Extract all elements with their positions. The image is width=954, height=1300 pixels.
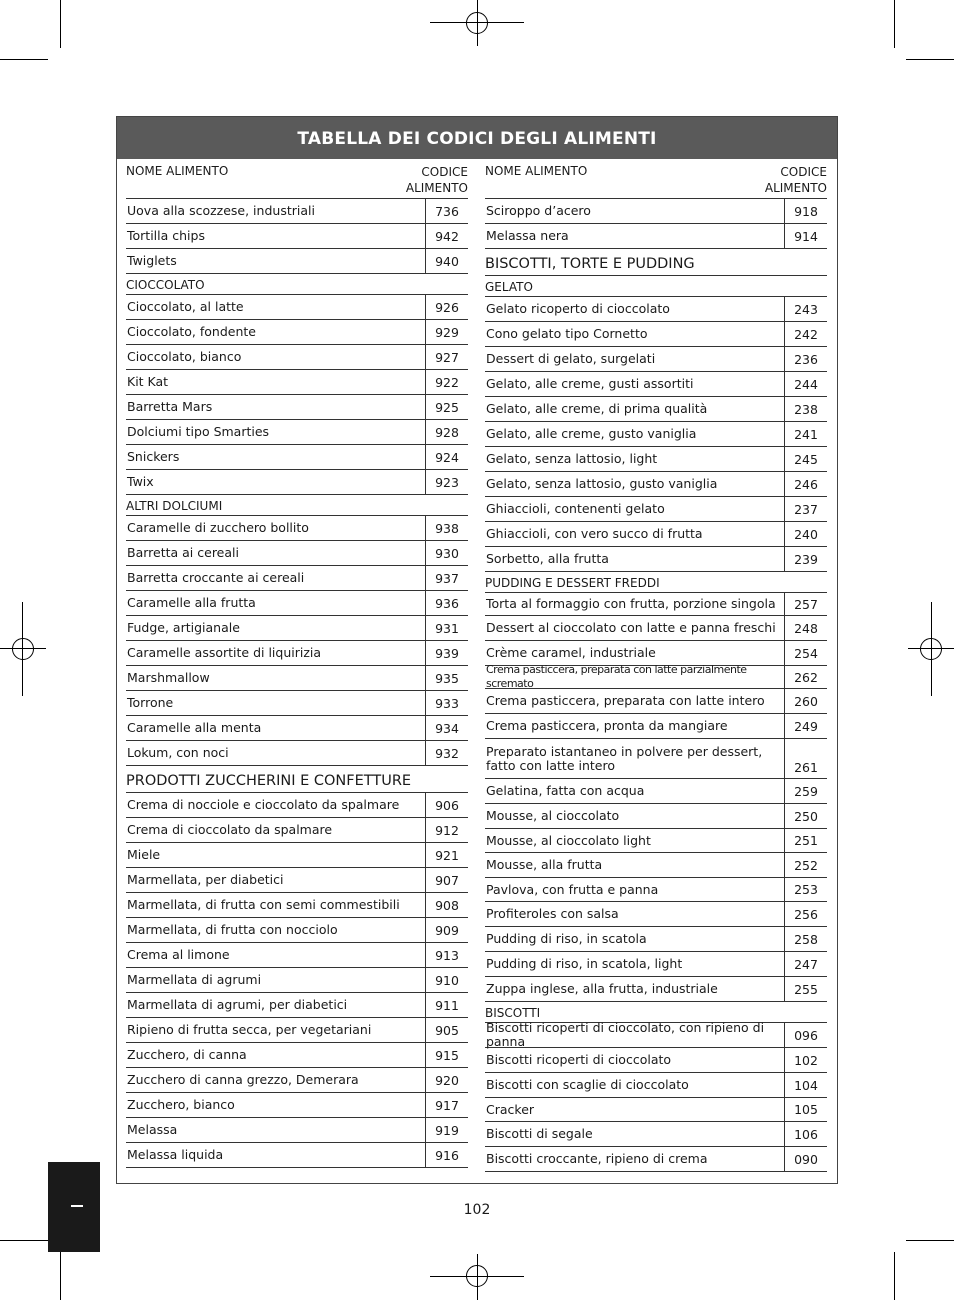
table-row: [485, 779, 827, 804]
table-row: [485, 1098, 827, 1122]
table-row: [485, 199, 827, 224]
food-name: Caramelle alla menta: [127, 720, 262, 735]
food-code: 258: [784, 927, 827, 951]
table-row: [126, 716, 468, 741]
food-name: Crema pasticcera, preparata con latte parzialmente scremato: [486, 663, 747, 690]
category-heading: GELATO: [485, 276, 827, 297]
food-code: 255: [784, 977, 827, 1001]
food-name: Mousse, alla frutta: [486, 857, 603, 872]
table-row: [126, 295, 468, 320]
table-row: [485, 952, 827, 977]
category-heading: ALTRI DOLCIUMI: [126, 495, 468, 516]
food-name: Marmellata di agrumi, per diabetici: [127, 997, 348, 1012]
food-name-line2: fatto con latte intero: [486, 758, 615, 773]
table-row: [485, 804, 827, 829]
food-name: Marmellata, per diabetici: [127, 872, 284, 887]
table-row: [485, 739, 827, 779]
table-row: [485, 1020, 827, 1049]
table-row: [126, 741, 468, 766]
table-row: [126, 541, 468, 566]
food-name: Twiglets: [127, 253, 177, 268]
food-name: Melassa liquida: [127, 1147, 224, 1162]
table-row: [485, 497, 827, 522]
table-row: [485, 297, 827, 322]
food-code: 931: [425, 616, 468, 640]
left-column-body: [126, 199, 468, 1168]
table-row: [126, 1018, 468, 1043]
food-name: Torta al formaggio con frutta, porzione singola: [486, 596, 776, 611]
food-name: Melassa: [127, 1122, 178, 1137]
food-name: Pudding di riso, in scatola, light: [486, 956, 683, 971]
food-code: 254: [784, 641, 827, 665]
crop-mark-bottom-left-h: [0, 1240, 48, 1241]
column-header-code-line1: CODICE: [421, 165, 468, 179]
food-code: 259: [784, 779, 827, 803]
food-code: 256: [784, 902, 827, 926]
food-code: 244: [784, 372, 827, 396]
food-code: 257: [784, 593, 827, 615]
table-row: [485, 593, 827, 616]
food-code: 242: [784, 322, 827, 346]
food-code: 104: [784, 1073, 827, 1097]
table-row: [485, 547, 827, 572]
crop-mark-top-left-v: [60, 0, 61, 48]
food-code: 907: [425, 868, 468, 892]
food-name: Kit Kat: [127, 374, 169, 389]
table-row: [126, 566, 468, 591]
table-row: [126, 666, 468, 691]
food-code: 252: [784, 853, 827, 877]
food-code: 913: [425, 943, 468, 967]
table-row: [485, 322, 827, 347]
page-number: 102: [463, 1202, 491, 1218]
food-code: 910: [425, 968, 468, 992]
food-name: Gelato ricoperto di cioccolato: [486, 301, 670, 316]
table-row: [126, 1043, 468, 1068]
category-heading: BISCOTTI: [485, 1002, 827, 1023]
table-row: [485, 472, 827, 497]
food-code: 917: [425, 1093, 468, 1117]
food-name: Marmellata, di frutta con semi commestibili: [127, 897, 400, 912]
food-name: Mousse, al cioccolato light: [486, 832, 651, 848]
food-name: Gelato, senza lattosio, gusto vaniglia: [486, 476, 718, 491]
food-name: Sciroppo d’acero: [486, 203, 591, 218]
food-code: 241: [784, 422, 827, 446]
table-row: [126, 445, 468, 470]
food-code: 927: [425, 345, 468, 369]
food-code: 239: [784, 547, 827, 571]
table-row: [126, 370, 468, 395]
food-code: 933: [425, 691, 468, 715]
table-row: [126, 516, 468, 541]
food-code: 905: [425, 1018, 468, 1042]
food-code: 106: [784, 1122, 827, 1146]
food-code: 934: [425, 716, 468, 740]
section-heading: BISCOTTI, TORTE E PUDDING: [485, 249, 827, 276]
food-code: 906: [425, 793, 468, 817]
table-row: [126, 591, 468, 616]
table-row: [485, 977, 827, 1002]
food-name: Crema pasticcera, pronta da mangiare: [486, 718, 728, 733]
food-name: Caramelle di zucchero bollito: [127, 520, 309, 535]
food-code: 928: [425, 420, 468, 444]
food-name: Cioccolato, al latte: [127, 299, 244, 314]
food-code: 243: [784, 297, 827, 321]
table-title: TABELLA DEI CODICI DEGLI ALIMENTI: [117, 117, 837, 159]
table-row: [126, 345, 468, 370]
food-name: Gelato, alle creme, di prima qualità: [486, 401, 708, 416]
table-row: [126, 320, 468, 345]
column-header-code-line1: CODICE: [780, 165, 827, 179]
food-name: Dessert di gelato, surgelati: [486, 351, 656, 366]
food-code: 736: [425, 199, 468, 223]
food-code: 932: [425, 741, 468, 765]
table-row: [126, 1143, 468, 1168]
food-code: 916: [425, 1143, 468, 1167]
food-code: 245: [784, 447, 827, 471]
table-row: [126, 818, 468, 843]
food-code: 096: [784, 1023, 827, 1047]
food-code: 238: [784, 397, 827, 421]
column-header-name: NOME ALIMENTO: [485, 164, 588, 178]
food-code: 912: [425, 818, 468, 842]
crop-mark-bottom-left-v: [60, 1252, 61, 1300]
food-name: Pudding di riso, in scatola: [486, 931, 647, 946]
crop-mark-top-left-h: [0, 59, 48, 60]
food-name: Ghiaccioli, contenenti gelato: [486, 501, 665, 516]
food-code: 937: [425, 566, 468, 590]
table-row: [126, 249, 468, 274]
table-row: [485, 616, 827, 641]
food-name: Gelato, senza lattosio, light: [486, 451, 658, 466]
food-name: Pavlova, con frutta e panna: [486, 881, 659, 897]
table-row: [126, 1118, 468, 1143]
right-column: [485, 158, 827, 1172]
table-row: [485, 689, 827, 714]
table-row: [126, 968, 468, 993]
food-code: 250: [784, 804, 827, 828]
food-code: 938: [425, 516, 468, 540]
food-code: 918: [784, 199, 827, 223]
food-name: Barretta ai cereali: [127, 545, 239, 560]
table-row: [485, 372, 827, 397]
food-name: Crema al limone: [127, 947, 230, 962]
section-heading: PRODOTTI ZUCCHERINI E CONFETTURE: [126, 766, 468, 793]
table-row: [126, 616, 468, 641]
food-name: Zucchero, bianco: [127, 1097, 235, 1112]
table-row: [485, 1073, 827, 1098]
food-code: 926: [425, 295, 468, 319]
food-code: 251: [784, 829, 827, 852]
food-code: 090: [784, 1147, 827, 1171]
food-name: Ripieno di frutta secca, per vegetariani: [127, 1022, 372, 1037]
food-name: Biscotti ricoperti di cioccolato, con ripieno di panna: [486, 1020, 765, 1049]
food-code: 236: [784, 347, 827, 371]
table-row: [485, 347, 827, 372]
food-code: 936: [425, 591, 468, 615]
food-name: Uova alla scozzese, industriali: [127, 203, 315, 218]
food-name: Lokum, con noci: [127, 745, 229, 760]
food-name: Zucchero di canna grezzo, Demerara: [127, 1072, 359, 1087]
table-row: [126, 868, 468, 893]
food-name: Cioccolato, fondente: [127, 324, 256, 339]
food-code: 247: [784, 952, 827, 976]
table-row: [485, 829, 827, 853]
food-code: 935: [425, 666, 468, 690]
table-row: [126, 470, 468, 495]
food-name: Caramelle alla frutta: [127, 595, 256, 610]
food-name-line1: Preparato istantaneo in polvere per dessert,: [486, 744, 763, 759]
crop-mark-top-right-h: [906, 59, 954, 60]
food-name: [485, 739, 784, 778]
table-row: [485, 927, 827, 952]
food-name: Dessert al cioccolato con latte e panna freschi: [486, 620, 776, 635]
food-name: Gelato, alle creme, gusto vaniglia: [486, 426, 697, 441]
food-name: Barretta Mars: [127, 399, 213, 414]
food-name: Crème caramel, industriale: [486, 645, 656, 660]
table-row: [126, 793, 468, 818]
left-column-header: [126, 158, 468, 199]
food-code: 915: [425, 1043, 468, 1067]
food-name: Mousse, al cioccolato: [486, 808, 620, 823]
food-name: Zuppa inglese, alla frutta, industriale: [486, 981, 718, 996]
table-row: [126, 395, 468, 420]
food-name: Dolciumi tipo Smarties: [127, 424, 270, 439]
food-code: 253: [784, 878, 827, 901]
food-name: Crema di cioccolato da spalmare: [127, 822, 333, 837]
food-name: Ghiaccioli, con vero succo di frutta: [486, 526, 703, 541]
food-name: Biscotti con scaglie di cioccolato: [486, 1077, 689, 1092]
food-name: Caramelle assortite di liquirizia: [127, 645, 322, 660]
food-name: Zucchero, di canna: [127, 1047, 247, 1062]
food-code: 922: [425, 370, 468, 394]
food-name: Cono gelato tipo Cornetto: [486, 326, 648, 341]
food-name: Twix: [127, 474, 154, 489]
table-row: [485, 522, 827, 547]
crop-mark-top-right-v: [894, 0, 895, 48]
food-code: 920: [425, 1068, 468, 1092]
food-name: Sorbetto, alla frutta: [486, 551, 609, 566]
food-code: 102: [784, 1048, 827, 1072]
food-name: Marmellata, di frutta con nocciolo: [127, 922, 338, 937]
table-row: [126, 224, 468, 249]
food-name: Gelato, alle creme, gusti assortiti: [486, 376, 694, 391]
category-heading: PUDDING E DESSERT FREDDI: [485, 572, 827, 593]
food-code: 925: [425, 395, 468, 419]
food-code: 248: [784, 616, 827, 640]
food-name: Fudge, artigianale: [127, 620, 240, 635]
food-name: Tortilla chips: [127, 228, 205, 243]
food-name: Miele: [127, 847, 161, 862]
food-code: 246: [784, 472, 827, 496]
food-name: Barretta croccante ai cereali: [127, 570, 305, 585]
food-code: 942: [425, 224, 468, 248]
food-code: 923: [425, 470, 468, 494]
column-header-code: [406, 164, 468, 196]
food-name: Melassa nera: [486, 228, 569, 243]
table-row: [126, 843, 468, 868]
food-name: Biscotti ricoperti di cioccolato: [486, 1052, 672, 1067]
food-name: Crema di nocciole e cioccolato da spalmare: [127, 797, 400, 812]
table-row: [485, 422, 827, 447]
right-column-header: [485, 158, 827, 199]
food-name: Snickers: [127, 449, 180, 464]
table-row: [126, 893, 468, 918]
food-code: 924: [425, 445, 468, 469]
column-header-code: [765, 164, 827, 196]
food-code: 914: [784, 224, 827, 248]
food-code: 919: [425, 1118, 468, 1142]
table-row: [485, 447, 827, 472]
crop-mark-bottom-right-h: [906, 1240, 954, 1241]
food-code: 261: [784, 739, 827, 778]
table-row: [485, 878, 827, 902]
food-name: Biscotti di segale: [486, 1126, 593, 1141]
table-row: [126, 1093, 468, 1118]
food-name: Marmellata di agrumi: [127, 972, 262, 987]
food-code: 921: [425, 843, 468, 867]
table-row: [126, 199, 468, 224]
crop-mark-bottom-right-v: [894, 1252, 895, 1300]
table-row: [485, 397, 827, 422]
food-code: 940: [425, 249, 468, 273]
food-code: 237: [784, 497, 827, 521]
table-row: [485, 853, 827, 878]
food-name: Cracker: [486, 1101, 535, 1117]
food-code: 909: [425, 918, 468, 942]
food-name: Marshmallow: [127, 670, 210, 685]
food-code: 929: [425, 320, 468, 344]
table-row: [485, 1122, 827, 1147]
food-code: 908: [425, 893, 468, 917]
category-heading: CIOCCOLATO: [126, 274, 468, 295]
food-code: 911: [425, 993, 468, 1017]
food-code: 240: [784, 522, 827, 546]
column-header-code-line2: ALIMENTO: [405, 181, 468, 195]
food-code: 249: [784, 714, 827, 738]
table-row: [126, 918, 468, 943]
food-code: 262: [784, 666, 827, 688]
table-row: [126, 420, 468, 445]
table-row: [485, 224, 827, 249]
left-column: [126, 158, 468, 1168]
column-header-code-line2: ALIMENTO: [764, 181, 827, 195]
food-code: 105: [784, 1098, 827, 1121]
food-name: Cioccolato, bianco: [127, 349, 242, 364]
food-name: Gelatina, fatta con acqua: [486, 783, 645, 798]
table-row: [485, 714, 827, 739]
table-row: [126, 1068, 468, 1093]
table-row: [126, 993, 468, 1018]
table-row: [126, 691, 468, 716]
food-name: Torrone: [127, 695, 174, 710]
food-name: Biscotti croccante, ripieno di crema: [486, 1151, 708, 1166]
table-row: [485, 1147, 827, 1172]
table-row: [485, 902, 827, 927]
food-name: Crema pasticcera, preparata con latte intero: [486, 693, 765, 708]
food-code: 930: [425, 541, 468, 565]
food-code: 260: [784, 689, 827, 713]
column-header-name: NOME ALIMENTO: [126, 164, 229, 178]
table-row: [485, 663, 827, 690]
table-row: [485, 1048, 827, 1073]
food-code: 939: [425, 641, 468, 665]
table-row: [126, 943, 468, 968]
food-name: Profiteroles con salsa: [486, 906, 619, 921]
right-column-body: [485, 199, 827, 1172]
table-row: [126, 641, 468, 666]
